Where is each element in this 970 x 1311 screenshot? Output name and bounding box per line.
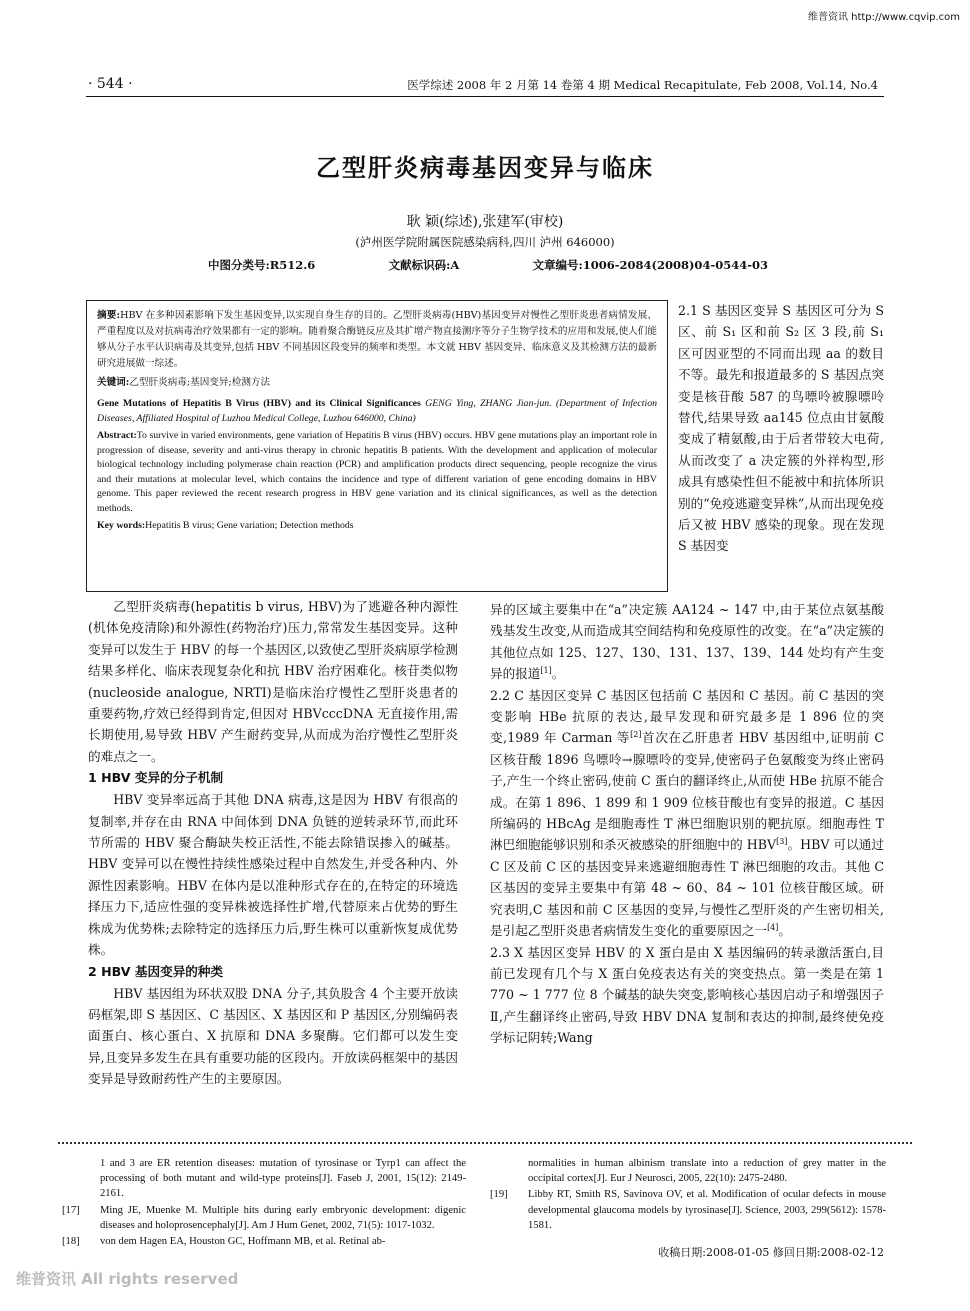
citation-1: [1] — [540, 666, 552, 676]
reference-continued — [62, 1156, 466, 1202]
abstract-en-authors: GENG Ying, ZHANG Jian-jun. — [425, 398, 552, 409]
section-1-heading: 1 HBV 变异的分子机制 — [88, 770, 224, 786]
site-url: 维普资讯 http://www.cqvip.com — [807, 12, 960, 23]
keywords-en — [97, 519, 657, 534]
body-column-left — [88, 596, 458, 1090]
reference-18 — [62, 1234, 466, 1249]
reference-text: Libby RT, Smith RS, Savinova OV, et al. Modification of ocular defects in mouse developmental glaucoma models by tyrosinase[J]. Science, 2003, 299(5612): 1578-1581. — [528, 1189, 886, 1231]
citation-3: [3] — [776, 837, 788, 847]
citation-2: [2] — [630, 730, 642, 740]
keywords-cn-text: 乙型肝炎病毒;基因变异;检测方法 — [129, 377, 271, 388]
section-1-paragraph: HBV 变异率远高于其他 DNA 病毒,这是因为 HBV 有很高的复制率,并存在由 RNA 中间体到 DNA 负链的逆转录环节,而此环节所需的 HBV 聚合酶缺失校正活性,不能去除错误掺入的碱基。HBV 变异可以在慢性持续性感染过程中自然发生,并受各种内、外源性因素影响。HBV 在体内是以准种形式存在的,在特定的环境选择压力下,适应性强的变异株被选择性扩增,代替原来占优势的野生株成为优势株;去除特定的选择压力后,野生株可以重新恢复成优势株。 — [88, 792, 458, 958]
section-2-heading: 2 HBV 基因变异的种类 — [88, 963, 224, 979]
classification-row — [208, 257, 768, 273]
sentence-end: 。 — [778, 923, 791, 939]
references-left — [62, 1156, 466, 1250]
section-2-1-text: 异的区域主要集中在“a”决定簇 AA124 ~ 147 中,由于某位点氨基酸残基发生改变,从而造成其空间结构和免疫原性的改变。在“a”决定簇的其他位点如 125、127、130、131、137、139、144 处均有产生变异的报道 — [490, 602, 884, 682]
references-right — [490, 1156, 886, 1234]
watermark: 维普资讯 All rights reserved — [16, 1270, 239, 1288]
section-2-2 — [490, 685, 884, 942]
reference-text: von dem Hagen EA, Houston GC, Hoffmann MB, et al. Retinal ab- — [100, 1236, 386, 1248]
reference-18-continued — [490, 1156, 886, 1186]
article-authors: 耿 颖(综述),张建军(审校) — [406, 214, 564, 230]
keywords-en-label: Key words: — [97, 520, 146, 531]
abstract-en-text: To survive in varied environments, gene variation of Hepatitis B virus (HBV) occurs. HBV gene mutations play an important role in progression of disease, severity and anti-virus therapy in chronic hepatitis B patients. With the development and application of molecular biological technology including polymerase chain reaction (PCR) and amplification products direct sequencing, people recognize the virus and their mutations at molecular level, which contains the incidence and type of different variation of gene encoding domains in HBV genome. This paper reviewed the recent research progress in HBV gene variation and its clinical significances, as well as the detection methods. — [97, 430, 657, 514]
abstract-cn — [97, 308, 657, 372]
article-number: 文章编号:1006-2084(2008)04-0544-03 — [532, 258, 768, 272]
reference-text: normalities in human albinism translate into a reduction of grey matter in the occipital cortex[J]. Eur J Neurosci, 2005, 22(10): 2475-2480. — [528, 1158, 886, 1185]
footnote-divider — [58, 1142, 912, 1144]
keywords-en-text: Hepatitis B virus; Gene variation; Detection methods — [145, 520, 354, 531]
reference-19 — [490, 1187, 886, 1233]
abstract-en-label: Abstract: — [97, 430, 137, 441]
reference-text: Ming JE, Muenke M. Multiple hits during early embryonic development: digenic diseases and holoprosencephaly[J]. Am J Hum Genet, 2002, 71(5): 1017-1032. — [100, 1204, 466, 1231]
citation-4: [4] — [767, 922, 779, 932]
abstract-cn-label: 摘要: — [97, 310, 121, 321]
sentence-end: 。 — [551, 666, 565, 682]
header-rule — [86, 96, 884, 97]
section-2-3: 2.3 X 基因区变异 HBV 的 X 蛋白是由 X 基因编码的转录激活蛋白,目前已发现有几个与 X 蛋白免疫表达有关的突变热点。第一类是在第 1 770 ~ 1 777 位 8 个碱基的缺失突变,影响核心基因启动子和增强因子 Ⅱ,产生翻译终止密码,导致 HBV DNA 复制和表达的抑制,最终使免疫学标记阴转;Wang — [490, 944, 884, 1046]
journal-header: 医学综述 2008 年 2 月第 14 卷第 4 期 Medical Recapitulate, Feb 2008, Vol.14, No.4 — [407, 78, 878, 92]
abstract-cn-text: HBV 在多种因素影响下发生基因变异,以实现自身生存的目的。乙型肝炎病毒(HBV)基因变异对慢性乙型肝炎患者病情发展、严重程度以及对抗病毒治疗效果都有一定的影响。随着聚合酶链反应及其扩增产物直接测序等分子生物学技术的应用和发展,使人们能够从分子水平认识病毒及其变异,包括 HBV 不同基因区段变异的频率和类型。本文就 HBV 基因变异、临床意义及其检测方法的最新研究进展做一综述。 — [97, 310, 658, 369]
abstract-en — [97, 429, 657, 516]
article-affiliation: (泸州医学院附属医院感染病科,四川 泸州 646000) — [355, 235, 615, 249]
reference-number: [19] — [490, 1189, 508, 1201]
abstract-en-affiliation: (Department of Infection Diseases, Affiliated Hospital of Luzhou Medical College, Luzhou 646000, China) — [97, 398, 657, 424]
page-number: · 544 · — [88, 76, 133, 92]
reference-17 — [62, 1203, 466, 1233]
section-2-paragraph: HBV 基因组为环状双股 DNA 分子,其负股含 4 个主要开放读码框架,即 S 基因区、C 基因区、X 基因区和 P 基因区,分别编码表面蛋白、核心蛋白、X 抗原和 DNA 多聚酶。它们都可以发生变异,且变异多发生在具有重要功能的区段内。开放读码框架中的基因变异是导致耐药性产生的主要原因。 — [88, 985, 458, 1087]
body-column-right — [490, 599, 884, 1049]
intro-paragraph: 乙型肝炎病毒(hepatitis b virus, HBV)为了逃避各种内源性(机体免疫清除)和外源性(药物治疗)压力,常常发生基因变异。这种变异可以发生于 HBV 的每一个基因区,以致使乙型肝炎病原学检测结果多样化、临床表现复杂化和抗 HBV 治疗困难化。核苷类似物(nucleoside analogue, NRTI)是临床治疗慢性乙型肝炎患者的重要药物,疗效已经得到肯定,但因对 HBVcccDNA 无直接作用,需长期使用,易导致 HBV 产生耐药变异,从而成为治疗慢性乙型肝炎的难点之一。 — [88, 599, 458, 764]
abstract-box — [86, 300, 668, 592]
reference-text: 1 and 3 are ER retention diseases: mutation of tyrosinase or Tyrp1 can affect the processing of both mutant and wild-type proteins[J]. Faseb J, 2001, 15(12): 2149-2161. — [100, 1158, 466, 1200]
abstract-en-heading — [97, 397, 657, 426]
section-2-2-text-c: 。HBV 可以通过 C 区及前 C 区的基因变异来逃避细胞毒性 T 淋巴细胞的攻击。其他 C 区基因的变异主要集中有第 48 ~ 60、84 ~ 101 位核苷酸区域。研究表明,C 基因和前 C 区基因的变异,与慢性乙型肝炎的产生密切相关,是引起乙型肝炎患者病情发生变化的重要原因之一 — [490, 837, 884, 939]
class-number: 中图分类号:R512.6 — [208, 258, 316, 272]
section-2-1-start: 2.1 S 基因区变异 S 基因区可分为 S 区、前 S₁ 区和前 S₂ 区 3 段,前 S₁ 区可因亚型的不同而出现 aa 的数目不等。最先和报道最多的 S 基因点突变是核苷酸 587 的鸟嘌呤被腺嘌呤替代,结果导致 aa145 位点由甘氨酸变成了精氨酸,由于后者带较大电荷,从而改变了 a 决定簇的外祥构型,形成具有感染性但不能被中和抗体所识别的“免疫逃避变异株”,从而出现免疫后又被 HBV 感染的现象。现在发现 S 基因变 — [678, 303, 884, 554]
reference-number: [17] — [62, 1204, 80, 1216]
body-column-right-top — [678, 300, 884, 557]
article-title: 乙型肝炎病毒基因变异与临床 — [316, 154, 654, 182]
section-2-1-continued — [490, 599, 884, 685]
keywords-cn — [97, 375, 657, 391]
received-dates: 收稿日期:2008-01-05 修回日期:2008-02-12 — [658, 1246, 884, 1259]
document-code: 文献标识码:A — [388, 258, 460, 272]
section-2-2-text-a: 2.2 C 基因区变异 C 基因区包括前 C 基因和 C 基因。前 C 基因的突变影响 HBe 抗原的表达,最早发现和研究最多是 1 896 位的突变,1989 年 Carman 等 — [490, 687, 884, 746]
section-2-2-text-b: 首次在乙肝患者 HBV 基因组中,证明前 C 区核苷酸 1896 鸟嘌呤→腺嘌呤的变异,使密码子色氨酸变为终止密码子,产生一个终止密码,使前 C 蛋白的翻译终止,从而使 HBe 抗原不能合成。在第 1 896、1 899 和 1 909 位核苷酸也有变异的报道。C 基因所编码的 HBcAg 是细胞毒性 T 淋巴细胞识别的靶抗原。细胞毒性 T 淋巴细胞能够识别和杀灭被感染的肝细胞中的 HBV — [490, 730, 884, 853]
abstract-en-title: Gene Mutations of Hepatitis B Virus (HBV) and its Clinical Significances — [97, 398, 421, 409]
reference-number: [18] — [62, 1236, 80, 1248]
keywords-cn-label: 关键词: — [97, 377, 130, 388]
